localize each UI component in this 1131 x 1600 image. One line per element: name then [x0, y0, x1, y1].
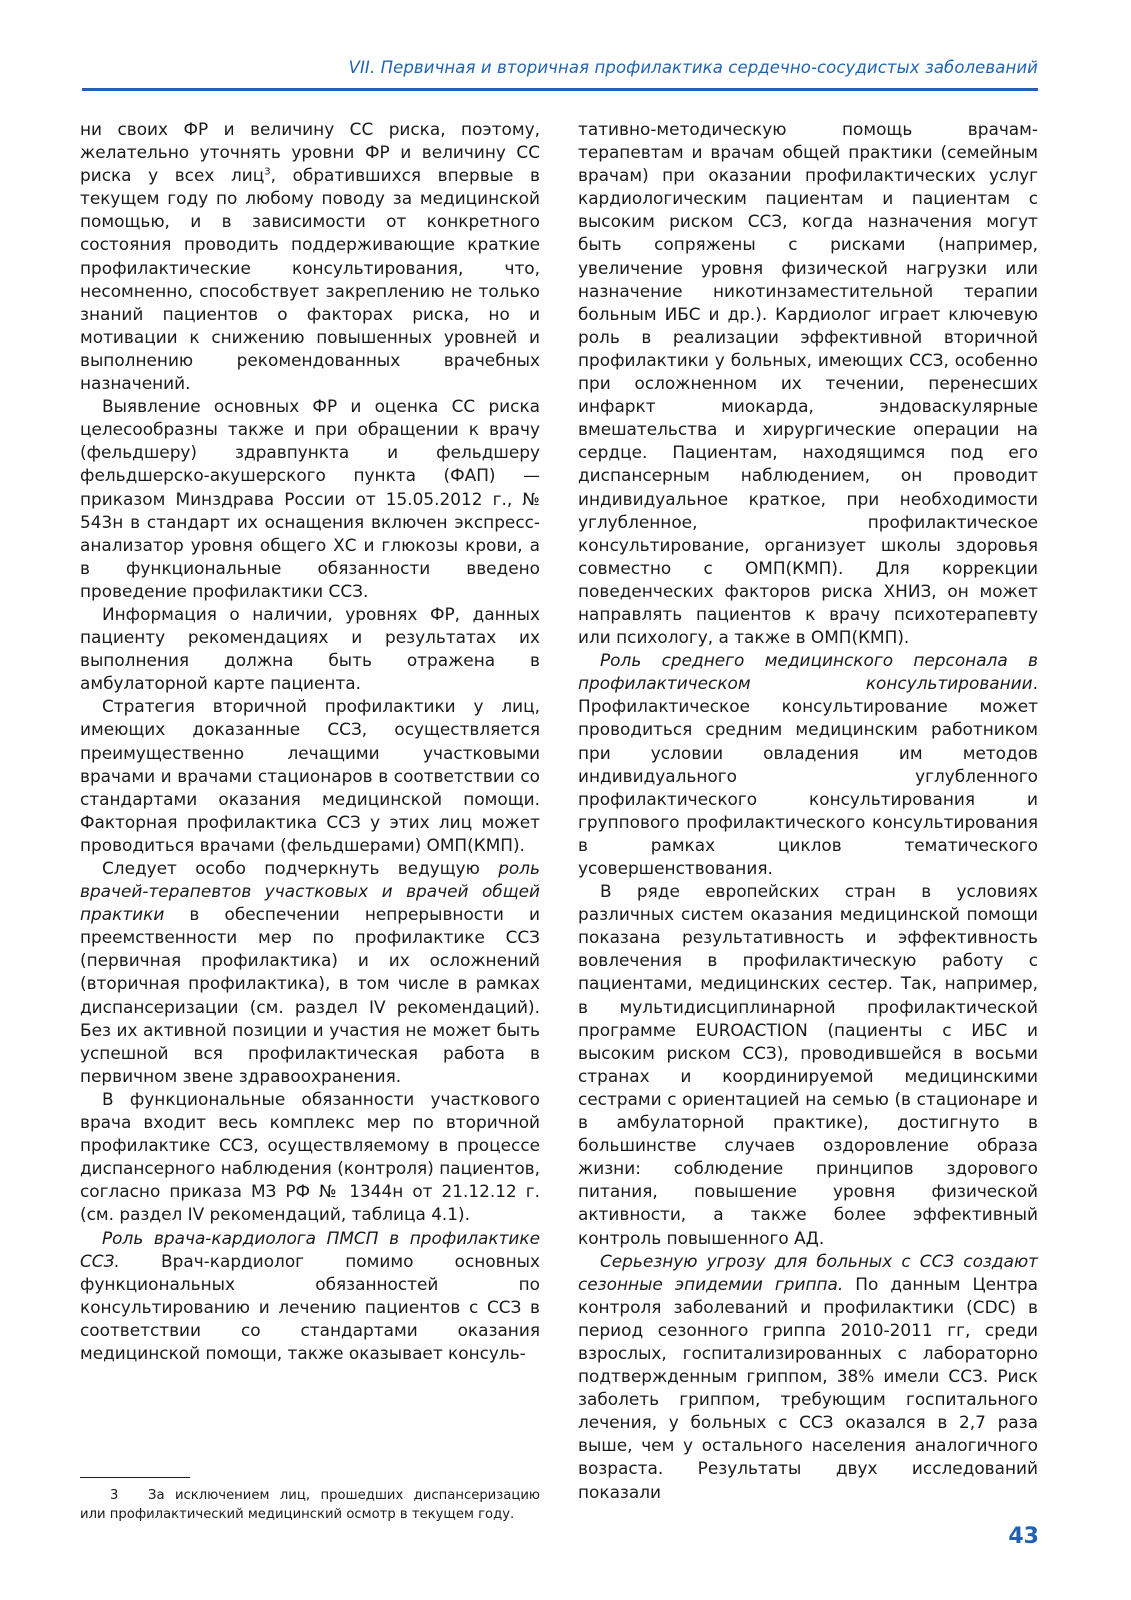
- footnote-divider: [80, 1477, 190, 1478]
- header-divider: [82, 88, 1038, 91]
- left-column: [80, 118, 540, 1365]
- paragraph-cardiologist-continued: тативно-методическую помощь врачам-терапевтам и врачам общей практики (семейным врачам) при оказании профилактических услуг кардиологическим пациентам и пациентам с высоким риском ССЗ, когда назначения могут быть сопряжены с рисками (например, увеличение уровня физической нагрузки или назначение никотинзаместительной терапии больным ИБС и др.). Кардиолог играет ключевую роль в реализации эффективной вторичной профилактики у больных, имеющих ССЗ, особенно при осложненном их течении, перенесших инфаркт миокарда, эндоваскулярные вмешательства и хирургические операции на сердце. Пациентам, находящимся под его диспансерным наблюдением, он проводит индивидуальное краткое, при необходимости углубленное, профилактическое консультирование, организует школы здоровья совместно с ОМП(КМП). Для коррекции поведенческих факторов риска ХНИЗ, он может направлять пациентов к врачу психотерапевту или психологу, а также в ОМП(КМП).: [578, 119, 1038, 648]
- paragraph-risk-assessment: [80, 118, 540, 395]
- right-column: [578, 118, 1038, 1504]
- text: . Профилактическое консультирование может проводиться средним медицинским работником при условии овладения им методов индивидуального углубленного профилактического консультирования и группового профилактического консультирования в рамках циклов тематического усовершенствования.: [578, 673, 1038, 878]
- emphasis: Роль врача-кардиолога ПМСП в профилактике ССЗ.: [80, 1227, 540, 1271]
- emphasis: роль врачей-терапевтов участковых и врачей общей практики: [80, 858, 540, 925]
- paragraph-nursing-staff-role: [578, 649, 1038, 880]
- paragraph-first-aid-post: Выявление основных ФР и оценка СС риска целесообразны также и при обращении к врачу (фельдшеру) здравпункта и фельдшеру фельдшерско-акушерского пункта (ФАП) — приказом Минздрава России от 15.05.2012 г., № 543н в стандарт их оснащения включен экспресс-анализатор уровня общего ХС и глюкозы крови, а в функциональные обязанности введено проведение профилактики ССЗ.: [80, 396, 540, 601]
- text: , обратившихся впервые в текущем году по любому поводу за медицинской помощью, и в зависимости от конкретного состояния проводить поддерживающие краткие профилактические консультирования, что, несомненно, способствует закреплению не только знаний пациентов о факторах риска, но и мотивации к снижению повышенных уровней и выполнению рекомендованных врачебных назначений.: [80, 165, 540, 394]
- footnote-number: 3: [110, 1488, 119, 1503]
- text: в обеспечении непрерывности и преемственности мер по профилактике ССЗ (первичная профилактика) и их осложнений (вторичная профилактика), в том числе в рамках диспансеризации (см. раздел IV рекомендаций). Без их активной позиции и участия не может быть успешной вся профилактическая работа в первичном звене здравоохранения.: [80, 904, 540, 1086]
- paragraph-cardiologist-role: [80, 1227, 540, 1366]
- footnote-text: За исключением лиц, прошедших диспансеризацию или профилактический медицинский осмотр в текущем году.: [80, 1488, 540, 1522]
- running-head-title: VII. Первичная и вторичная профилактика сердечно-сосудистых заболеваний: [348, 58, 1038, 77]
- text: По данным Центра контроля заболеваний и профилактики (CDC) в период сезонного гриппа 2010-2011 гг, среди взрослых, госпитализированных с лабораторно подтвержденным гриппом, 38% имели ССЗ. Риск заболеть гриппом, требующим госпитального лечения, у больных с ССЗ оказался в 2,7 раза выше, чем у остального населения аналогичного возраста. Результаты двух исследований показали: [578, 1273, 1039, 1502]
- paragraph-outpatient-record: Информация о наличии, уровнях ФР, данных пациенту рекомендациях и результатах их выполнения должна быть отражена в амбулаторной карте пациента.: [80, 603, 540, 694]
- paragraph-district-doctor-duties: В функциональные обязанности участкового врача входит весь комплекс мер по вторичной профилактике ССЗ, осуществляемому в процессе диспансерного наблюдения (контроля) пациентов, согласно приказа МЗ РФ № 1344н от 21.12.12 г. (см. раздел IV рекомендаций, таблица 4.1).: [80, 1088, 540, 1225]
- paragraph-influenza-threat: [578, 1250, 1038, 1504]
- emphasis: Роль среднего медицинского персонала в профилактическом консультировании: [578, 650, 1038, 694]
- paragraph-secondary-prevention-strategy: Стратегия вторичной профилактики у лиц, имеющих доказанные ССЗ, осуществляется преимущественно лечащими участковыми врачами и врачами стационаров в соответствии со стандартами оказания медицинской помощи. Факторная профилактика ССЗ у этих лиц может проводиться врачами (фельдшерами) ОМП(КМП).: [80, 696, 540, 855]
- footnote: [80, 1487, 540, 1524]
- text: Следует особо подчеркнуть ведущую: [102, 858, 499, 878]
- text: Врач-кардиолог помимо основных функциональных обязанностей по консультированию и лечению пациентов с ССЗ в соответствии со стандартами оказания медицинской помощи, также оказывает консуль-: [80, 1250, 540, 1363]
- footnote-ref[interactable]: 3: [264, 166, 271, 178]
- text: ни своих ФР и величину СС риска, поэтому, желательно уточнять уровни ФР и величину СС риска у всех лиц: [80, 119, 540, 186]
- page-number: 43: [1008, 1524, 1039, 1549]
- paragraph-therapists-role: [80, 857, 540, 1088]
- emphasis: Серьезную угрозу для больных с ССЗ создают сезонные эпидемии гриппа.: [578, 1250, 1038, 1294]
- paragraph-euroaction: В ряде европейских стран в условиях различных систем оказания медицинской помощи показана результативность и эффективность вовлечения в профилактическую работу с пациентами, медицинских сестер. Так, например, в мультидисциплинарной профилактической программе EUROACTION (пациенты с ИБС и высоким риском ССЗ), проводившейся в восьми странах и координируемой медицинскими сестрами с ориентацией на семью (в стационаре и в амбулаторной практике), достигнуто в большинстве случаев оздоровление образа жизни: соблюдение принципов здорового питания, повышение уровня физической активности, а также более эффективный контроль повышенного АД.: [578, 881, 1038, 1248]
